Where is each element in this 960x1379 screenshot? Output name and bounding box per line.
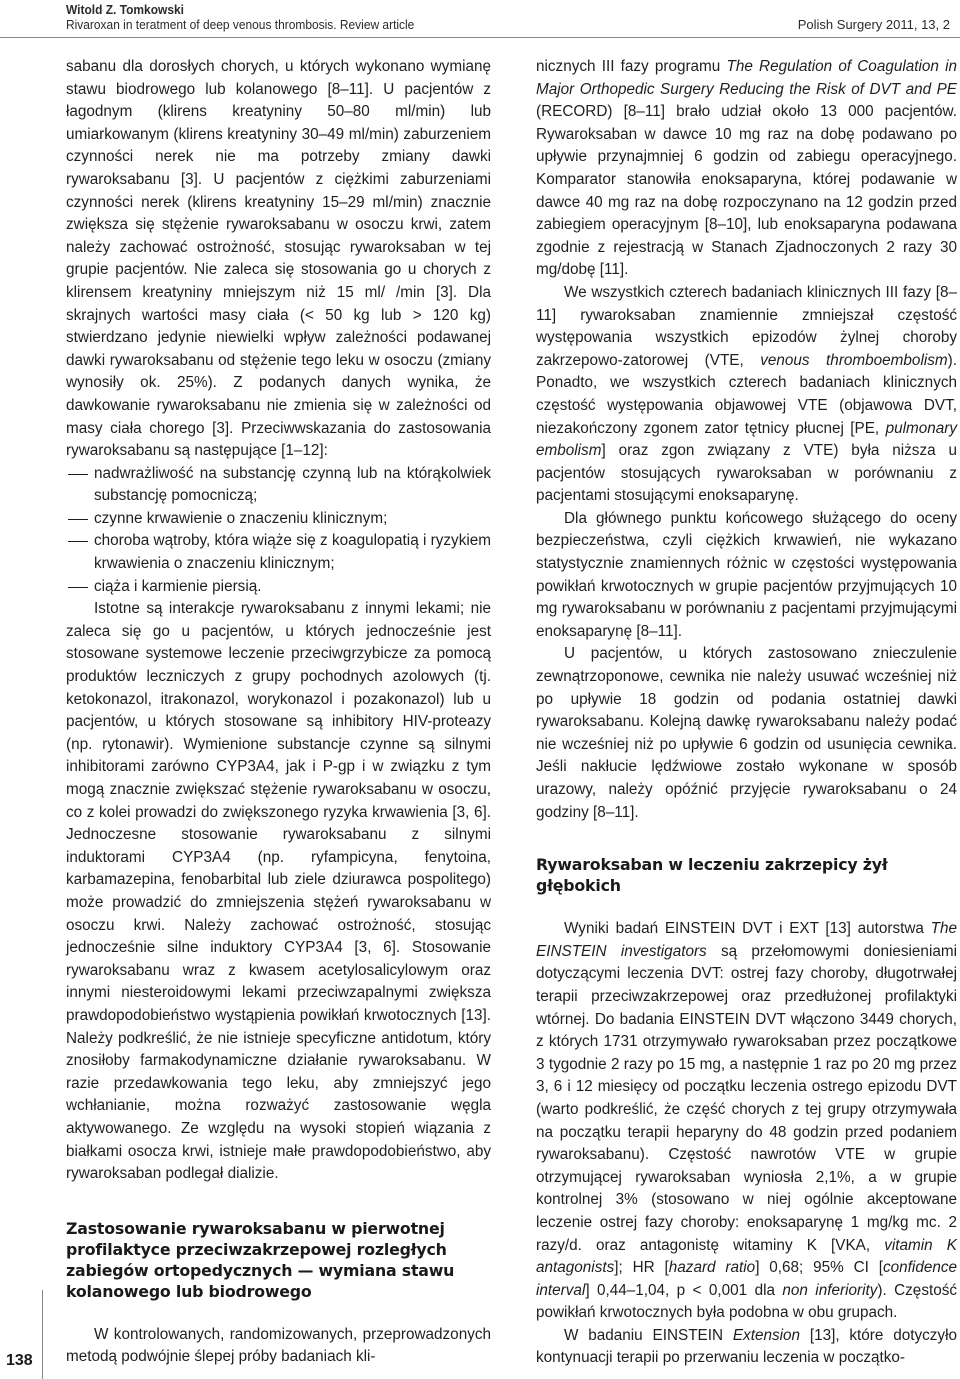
text-run: Wyniki badań EINSTEIN DVT i EXT [13] autorstwa bbox=[564, 920, 931, 938]
page-number-rule bbox=[42, 1290, 43, 1379]
italic-run: The EINSTEIN investigators bbox=[536, 920, 957, 960]
header-article-title: Rivaroxan in teratment of deep venous thrombosis. Review article bbox=[66, 17, 415, 32]
right-paragraph-4: U pacjentów, u których zastosowano znieczulenie zewnątrzoponowe, cewnika nie należy usuwać wcześniej niż po upływie 18 godzin od podania ostatniej dawki rywaroksabanu. Kolejną dawkę rywaroksabanu należy podać nie wcześniej niż po upływie 6 godzin od usunięcia cewnika. Jeśli nakłucie lędźwiowe zostało wykonane w sposób urazowy, należy opóźnić przyjęcie rywaroksabanu o 24 godziny [8–11]. bbox=[536, 645, 957, 821]
italic-run: confidence interval bbox=[536, 1259, 958, 1299]
header-rule bbox=[0, 37, 960, 38]
right-paragraph-3: Dla głównego punktu końcowego służącego do oceny bezpieczeństwa, czyli ciężkich krwawień, nie wykazano statystycznie znamiennych różnic w częstości występowania powikłań krwotocznych w grupie pacjentów przyjmujących 10 mg rywaroksabanu w porównaniu z pacjentami przyjmującymi enoksaparynę [8–11]. bbox=[536, 509, 957, 640]
italic-run: venous thromboembolism bbox=[760, 351, 948, 369]
list-item: czynne krwawienie o znaczeniu klinicznym; bbox=[66, 508, 491, 531]
text-run: ] 0,68; 95% CI [ bbox=[755, 1259, 884, 1277]
italic-run: The Regulation of Coagulation in Major Orthopedic Surgery Reducing the Risk of DVT and PE bbox=[536, 58, 957, 98]
left-paragraph-3: W kontrolowanych, randomizowanych, przeprowadzonych metodą podwójnie ślepej próby badaniach kli- bbox=[66, 1325, 491, 1366]
right-paragraph-6 bbox=[536, 1325, 957, 1370]
header-author: Witold Z. Tomkowski bbox=[66, 2, 184, 17]
italic-run: vitamin K antagonists bbox=[536, 1236, 957, 1277]
spacer bbox=[536, 824, 957, 854]
italic-run: pulmonary embolism bbox=[536, 419, 957, 460]
right-paragraph-5 bbox=[536, 918, 957, 1325]
text-run: ] 0,44–1,04, p < 0,001 dla bbox=[585, 1281, 783, 1299]
text-run: są przełomowymi doniesieniami dotyczącymi leczenia DVT: ostrej fazy choroby, długotrwałej terapii przeciwzakrzepowej oraz przedłużonej profilaktyki wtórnej. Do badania EINSTEIN DVT włączono 3449 chorych, z których 1731 otrzymywało rywaroksaban przez początkowe 3 tygodnie 2 razy po 15 mg, a następnie 1 raz po 20 mg przez 3, 6 i 12 miesięcy od początku leczenia ostrego epizodu DVT (warto podkreślić, że część chorych z tej grupy otrzymywała na początku terapii heparyny do 48 godzin przed podaniem rywaroksabanu). Częstość nawrotów VTE w grupie otrzymującej rywaroksaban wyniosła 2,1%, a w grupie kontrolnej 3% (stosowano w niej ogólnie akceptowane leczenie ostrej fazy choroby: enoksaparynę 1 mg/kg mc. 2 razy/d. oraz antagonistę witaminy K [VKA, bbox=[536, 942, 957, 1254]
left-paragraph-1: sabanu dla dorosłych chorych, u których wykonano wymianę stawu biodrowego lub kolanowego [8–11]. U pacjentów z łagodnym (klirens kreatyniny 50–80 ml/min) lub umiarkowanym (klirens kreatyniny 30–49 ml/min) zaburzeniem czynności nerek nie ma potrzeby zmiany dawki rywaroksabanu [3]. U pacjentów z ciężkimi zaburzeniami czynności nerek (klirens kreatyniny 15–29 ml/min) znacznie zwiększa się stężenie rywaroksabanu w osoczu krwi, zatem należy zachować ostrożność, stosując rywaroksaban w tej grupie pacjentów. Nie zaleca się stosowania go u chorych z klirensem kreatyniny mniejszym niż 15 ml/ /min [3]. Dla skrajnych wartości masy ciała (< 50 kg lub > 120 kg) stwierdzano jedynie niewielki wpływ zależności podawanej dawki rywaroksabanu od stężenie tego leku w osoczu (zmiany wynosiły ok. 25%). Z podanych danych wynika, że dawkowanie rywaroksabanu nie zmienia się w zależności od masy ciała chorego [3]. Przeciwwskazania do zastosowania rywaroksabanu są następujące [1–12]: bbox=[66, 58, 491, 460]
text-run: ). Częstość powikłań krwotocznych była podobna w obu grupach. bbox=[536, 1281, 958, 1322]
left-column bbox=[66, 56, 491, 1369]
right-paragraph-2 bbox=[536, 282, 957, 508]
spacer bbox=[66, 1302, 491, 1324]
italic-run: Extension bbox=[732, 1326, 801, 1344]
text-run: We wszystkich czterech badaniach klinicznych III fazy [8–11] rywaroksaban znamiennie zmniejszał częstość występowania wszystkich epizodów żylnej choroby zakrzepowo-zatorowej (VTE, bbox=[536, 283, 957, 369]
right-column bbox=[536, 56, 957, 1370]
list-item: nadwrażliwość na substancję czynną lub na którąkolwiek substancję pomocniczą; bbox=[66, 463, 491, 508]
text-run: (RECORD) [8–11] brało udział około 13 000 pacjentów. Rywaroksaban w dawce 10 mg raz na dobę podawano po upływie przynajmniej 6 godzin od zabiegu operacyjnego. Komparator stanowiła enoksaparyna, której podawanie w dawce 40 mg raz na dobę rozpoczynano na 12 godzin przed zabiegiem operacyjnym [8–10], lub enoksaparyna podawana zgodnie z rejestracją w Stanach Zjadnoczonych 2 razy 30 mg/dobę [11]. bbox=[536, 103, 957, 279]
section-title-dvt-treatment: Rywaroksaban w leczeniu zakrzepicy żył głębokich bbox=[536, 855, 888, 896]
list-item: choroba wątroby, która wiąże się z koagulopatią i ryzykiem krwawienia o znaczeniu klinicznym; bbox=[66, 530, 491, 575]
list-item: ciąża i karmienie piersią. bbox=[66, 576, 491, 599]
header-journal: Polish Surgery 2011, 13, 2 bbox=[797, 17, 950, 32]
page-number: 138 bbox=[6, 1352, 33, 1369]
italic-run: non inferiority bbox=[782, 1281, 878, 1299]
text-run: W badaniu EINSTEIN bbox=[564, 1326, 733, 1344]
text-run: ]; HR [ bbox=[614, 1259, 669, 1277]
left-paragraph-2: Istotne są interakcje rywaroksabanu z innymi lekami; nie zaleca się go u pacjentów, u których jednocześnie jest stosowane systemowe leczenie przeciwgrzybicze za pomocą produktów leczniczych z grupy pochodnych azolowych (tj. ketokonazol, itrakonazol, worykonazol i pozakonazol) lub u pacjentów, u których stosowane są inhibitory HIV-proteazy (np. rytonawir). Wymienione substancje czynne są silnymi inhibitorami zarówno CYP3A4, jak i P-gp i w związku z tym mogą znacznie zwiększać stężenie rywaroksabanu w osoczu, co z kolei prowadzi do zwiększonego ryzyka krwawienia [3, 6]. Jednoczesne stosowanie rywaroksabanu z silnymi induktorami CYP3A4 (np. ryfampicyna, fenytoina, karbamazepina, fenobarbital lub ziele dziurawca pospolitego) może prowadzić do zmniejszenia stężeń rywaroksabanu w osoczu krwi. Należy zachować ostrożność, stosując jednocześnie silne induktory CYP3A4 [3, 6]. Stosowanie rywaroksabanu wraz z kwasem acetylosalicylowym oraz innymi niesteroidowymi lekami przeciwzapalnymi zwiększa prawdopodobieństwo wystąpienia powikłań krwotocznych [13]. Należy podkreślić, że nie istnieje specyficzne antidotum, który znosiłoby farmakodynamiczne działanie rywaroksabanu. W razie przedawkowania tego leku, aby zmniejszyć jego wchłanianie, można rozważyć zastosowanie węgla aktywowanego. Ze względu na wysoki stopień wiązania z białkami osocza krwi, istnieje małe prawdopodobieństwo, aby rywaroksaban podlegał dializie. bbox=[66, 600, 491, 1183]
text-run: ] oraz zgon związany z VTE) była niższa u pacjentów stosujących rywaroksaban w porównaniu z pacjentami stosującymi enoksaparynę. bbox=[536, 442, 957, 505]
contraindications-list bbox=[66, 463, 491, 599]
header-left bbox=[66, 2, 414, 32]
text-run: nicznych III fazy programu bbox=[536, 58, 727, 75]
spacer bbox=[536, 896, 957, 918]
italic-run: hazard ratio bbox=[668, 1259, 756, 1277]
spacer bbox=[66, 1186, 491, 1218]
text-run: ). Ponadto, we wszystkich czterech badaniach klinicznych częstość występowania objawowej VTE (objawowa DVT, niezakończony zgonem zator tętnicy płucnej [PE, bbox=[536, 351, 957, 437]
text-run: [13], które dotyczyło kontynuacji terapii po przerwaniu leczenia w początko- bbox=[536, 1326, 957, 1367]
section-title-prophylaxis: Zastosowanie rywaroksabanu w pierwotnej profilaktyce przeciwzakrzepowej rozległych zabiegów ortopedycznych — wymiana stawu kolanowego lub biodrowego bbox=[66, 1218, 455, 1301]
right-paragraph-1 bbox=[536, 56, 957, 282]
